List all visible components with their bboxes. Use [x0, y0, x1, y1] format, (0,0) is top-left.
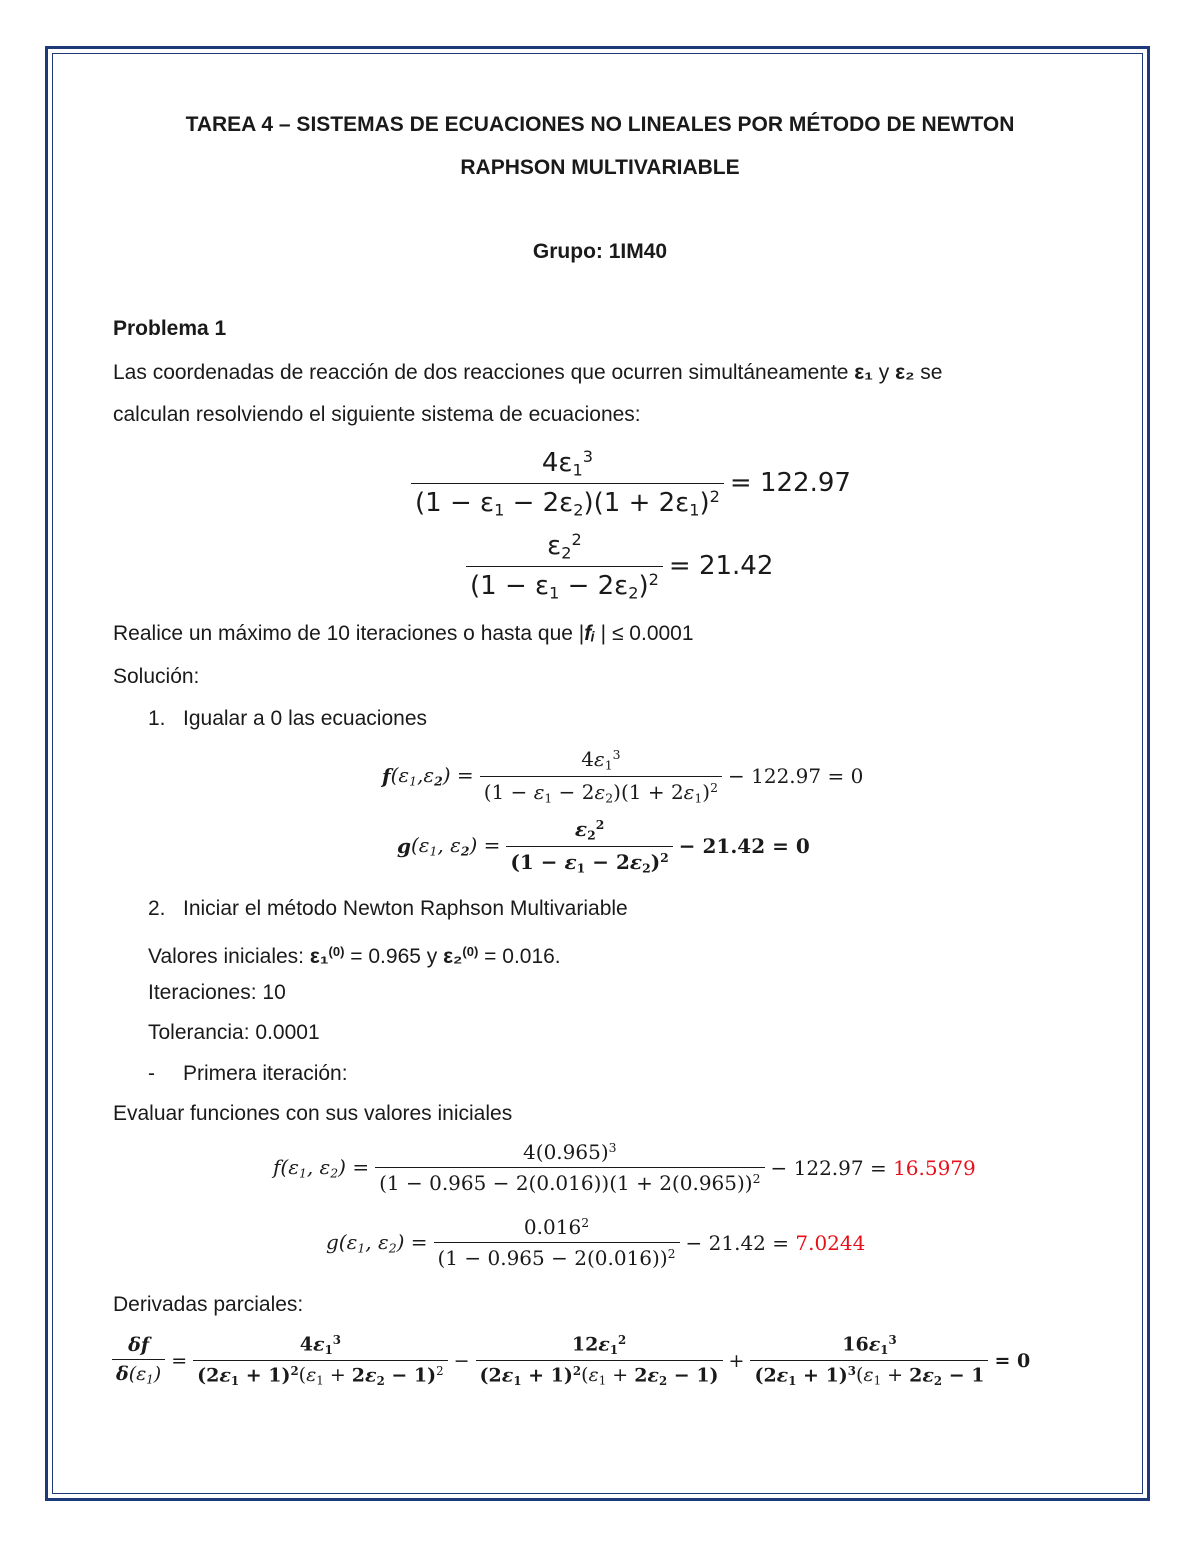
g-evaluated-fraction: $\frac{0.016^2}{(1 - 0.965 - 2(0.016))^2}$ — [434, 1215, 680, 1270]
equation-2 — [460, 530, 773, 602]
g-value: 7.0244 — [795, 1230, 866, 1255]
problem-intro-line-1 — [113, 360, 942, 386]
g-equation: g ($\varepsilon_1$, $\varepsilon_2$) = $\frac{\varepsilon_2^2}{(1 - \varepsilon_1 - 2\varepsilon_2)^2}$ − 21.42 = 0 — [397, 817, 810, 876]
partial-term-2: $\frac{12\varepsilon_1^2}{(2\varepsilon_1 + 1)^2(\varepsilon_1 + 2\varepsilon_2 - 1)}$ — [476, 1333, 723, 1388]
title-line-2: RAPHSON MULTIVARIABLE — [460, 156, 740, 179]
iterations-line: Iteraciones: 10 — [148, 981, 286, 1004]
evaluate-label: Evaluar funciones con sus valores iniciales — [113, 1102, 513, 1125]
f-fraction: $\frac{4\varepsilon_1^3}{(1 - \varepsilon_1 - 2\varepsilon_2)(1 + 2\varepsilon_1)^2}$ — [480, 747, 722, 805]
eps2-symbol: ε₂ — [895, 361, 915, 384]
step-2-number: 2. — [148, 897, 166, 920]
g-evaluated-equation: $g(\varepsilon_1$, $\varepsilon_2$) = $\frac{0.016^2}{(1 - 0.965 - 2(0.016))^2}$ − 21.42 = 7.0244 — [326, 1215, 866, 1270]
equation-1-fraction: $\frac{4\varepsilon_1^3}{(1 - \varepsilon_1 - 2\varepsilon_2)(1 + 2\varepsilon_1)^2}$ — [411, 447, 724, 519]
eps1-symbol: ε₁ — [854, 361, 873, 384]
g-equation-rhs: − 21.42 = 0 — [678, 834, 810, 859]
g-evaluated-minus: − 21.42 = — [685, 1230, 790, 1255]
problem-heading: Problema 1 — [113, 317, 227, 340]
partials-label: Derivadas parciales: — [113, 1293, 304, 1316]
intro-end: se — [914, 361, 943, 384]
bullet-dash: - — [148, 1062, 155, 1085]
initial-values-line: Valores iniciales: ε₁$^{(0)}$ = 0.965 y ε₂$^{(0)}$ = 0.016. — [148, 944, 561, 969]
problem-intro-line-2: calculan resolviendo el siguiente sistema de ecuaciones: — [113, 403, 641, 426]
tolerance-line: Tolerancia: 0.0001 — [148, 1021, 320, 1044]
partial-rhs: = 0 — [994, 1349, 1031, 1372]
equation-2-rhs: = 21.42 — [668, 551, 774, 582]
title-line-1: TAREA 4 – SISTEMAS DE ECUACIONES NO LINEALES POR MÉTODO DE NEWTON — [185, 113, 1015, 136]
f-evaluated-minus: − 122.97 = — [770, 1155, 887, 1180]
f-evaluated-fraction: $\frac{4(0.965)^3}{(1 - 0.965 - 2(0.016))(1 + 2(0.965))^2}$ — [375, 1140, 764, 1195]
f-evaluated-equation: $f(\varepsilon_1$, $\varepsilon_2$) = $\frac{4(0.965)^3}{(1 - 0.965 - 2(0.016))(1 + 2(0.965))^2}$ − 122.97 = 16.5979 — [273, 1140, 976, 1195]
step-1-number: 1. — [148, 707, 166, 730]
g-fraction: $\frac{\varepsilon_2^2}{(1 - \varepsilon_1 - 2\varepsilon_2)^2}$ — [506, 817, 672, 875]
partial-derivative-equation: $\frac{\delta f}{\delta(\varepsilon_1)}$ = $\frac{4\varepsilon_1^3}{(2\varepsilon_1 + 1)^2(\varepsilon_1 + 2\varepsilon_2 - 1)^2}$ − $\frac{12\varepsilon_1^2}{(2\varepsilon_1 + 1)^2(\varepsilon_1 + 2\varepsilon_2 - 1)}$ + $\frac{16\varepsilon_1^3}{(2\varepsilon_1 + 1)^3(\varepsilon_1 + 2\varepsilon_2 - 1}$ = 0 — [112, 1333, 1030, 1388]
solution-label: Solución: — [113, 665, 200, 688]
intro-and: y — [872, 361, 896, 384]
equation-1 — [405, 447, 851, 519]
partial-lhs-fraction: $\frac{\delta f}{\delta(\varepsilon_1)}$ — [112, 1334, 165, 1387]
f-equation-rhs: − 122.97 = 0 — [728, 764, 864, 789]
condition-line: Realice un máximo de 10 iteraciones o hasta que |fᵢ | ≤ 0.0001 — [113, 622, 694, 645]
step-2-text: Iniciar el método Newton Raphson Multivariable — [183, 897, 628, 920]
equation-1-rhs: = 122.97 — [729, 468, 851, 499]
f-equation: f ($\varepsilon_1$, $\varepsilon_2$) = $\frac{4\varepsilon_1^3}{(1 - \varepsilon_1 - 2\varepsilon_2)(1 + 2\varepsilon_1)^2}$ − 122.97 = 0 — [382, 747, 864, 806]
step-1-text: Igualar a 0 las ecuaciones — [183, 707, 427, 730]
partial-term-1: $\frac{4\varepsilon_1^3}{(2\varepsilon_1 + 1)^2(\varepsilon_1 + 2\varepsilon_2 - 1)^2}$ — [193, 1333, 447, 1388]
first-iteration-label: Primera iteración: — [183, 1062, 348, 1085]
f-value: 16.5979 — [893, 1155, 976, 1180]
partial-term-3: $\frac{16\varepsilon_1^3}{(2\varepsilon_1 + 1)^3(\varepsilon_1 + 2\varepsilon_2 - 1}$ — [750, 1333, 988, 1388]
group-label: Grupo: 1IM40 — [532, 240, 668, 263]
equation-2-fraction: $\frac{\varepsilon_2^2}{(1 - \varepsilon_1 - 2\varepsilon_2)^2}$ — [466, 530, 663, 602]
intro-text: Las coordenadas de reacción de dos reacciones que ocurren simultáneamente — [113, 361, 855, 384]
